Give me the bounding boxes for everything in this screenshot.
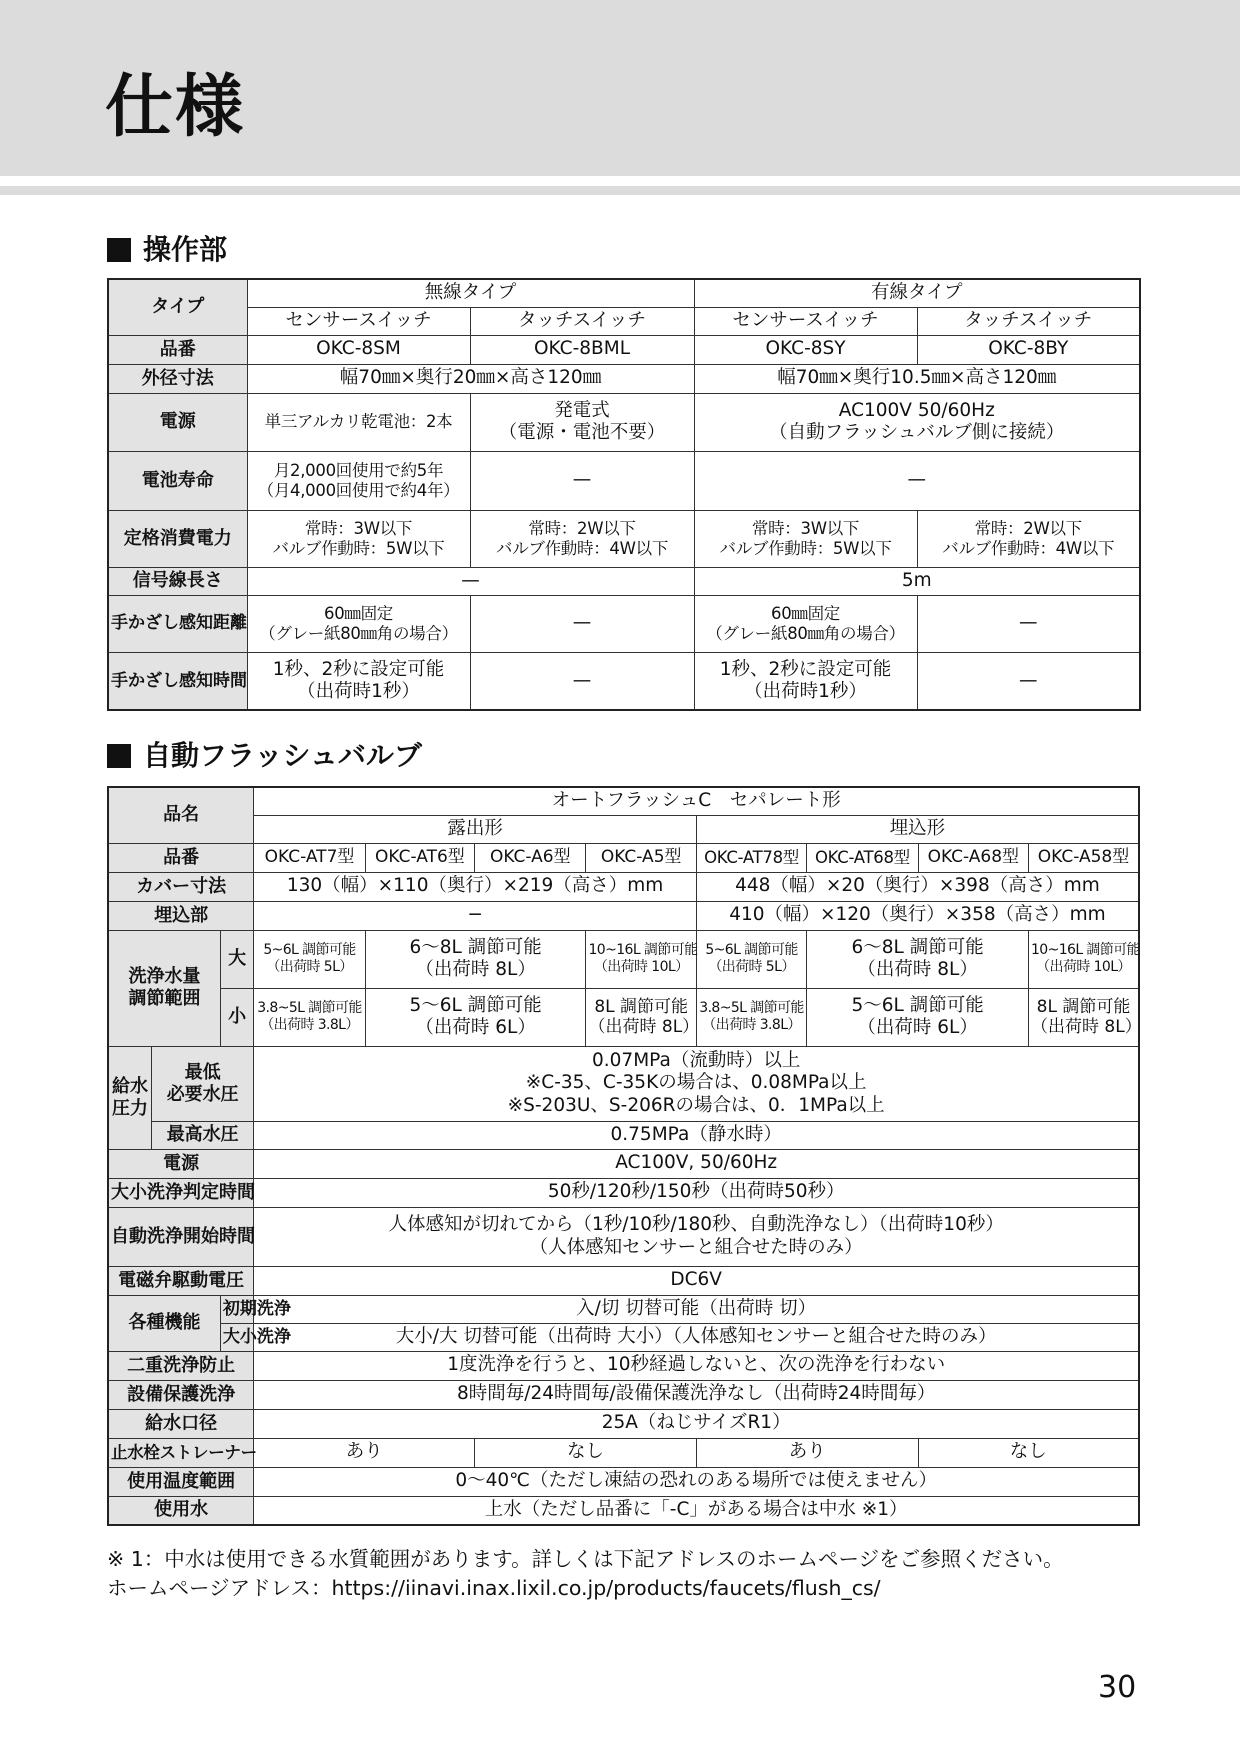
battery-label: 電池寿命 bbox=[108, 451, 247, 510]
part-no-cell: OKC-8BML bbox=[470, 335, 694, 364]
square-bullet-icon bbox=[107, 238, 131, 262]
cover-label: カバー寸法 bbox=[108, 872, 254, 901]
part-no-cell: OKC-8BY bbox=[917, 335, 1140, 364]
water-cell bbox=[807, 988, 1029, 1046]
cell-line: 給水 bbox=[112, 1075, 149, 1097]
water-cell bbox=[586, 988, 700, 1046]
initial-label: 初期洗浄 bbox=[220, 1295, 253, 1323]
cell-line: 0.07MPa（流動時）以上 bbox=[592, 1050, 801, 1072]
cell-line: （出荷時 6L） bbox=[857, 1017, 978, 1038]
water-cell bbox=[365, 988, 586, 1046]
temp-label: 使用温度範囲 bbox=[108, 1467, 254, 1496]
part-cell: OKC-AT68型 bbox=[807, 843, 918, 872]
square-bullet-icon bbox=[107, 744, 131, 768]
footnotes bbox=[107, 1545, 1064, 1603]
cell-line: 10~16L 調節可能 bbox=[588, 942, 698, 959]
section-heading-operation bbox=[107, 233, 228, 266]
part-cell: OKC-AT78型 bbox=[696, 843, 806, 872]
cell-line: 常時：3W以下 bbox=[751, 518, 860, 538]
protect-value: 8時間毎/24時間毎/設備保護洗浄なし（出荷時24時間毎） bbox=[254, 1380, 1139, 1409]
section-heading-valve bbox=[107, 739, 422, 772]
part-cell: OKC-AT6型 bbox=[365, 843, 474, 872]
water-cell bbox=[807, 930, 1029, 988]
battery-wired: — bbox=[694, 451, 1140, 510]
distance-cell bbox=[247, 595, 470, 652]
large-label: 大 bbox=[220, 930, 253, 988]
strainer-cell: あり bbox=[696, 1438, 918, 1467]
signal-label: 信号線長さ bbox=[108, 567, 247, 595]
section-heading-label: 自動フラッシュバルブ bbox=[143, 739, 422, 772]
cell-line: バルブ作動時：5W以下 bbox=[272, 538, 445, 558]
cell-line: （出荷時 8L） bbox=[1031, 1017, 1142, 1037]
big-small-label: 大小洗浄 bbox=[220, 1323, 253, 1351]
page-number: 30 bbox=[1098, 1670, 1137, 1705]
distance-cell: — bbox=[917, 595, 1140, 652]
cell-line: （出荷時1秒） bbox=[744, 680, 867, 702]
distance-cell: — bbox=[470, 595, 694, 652]
cell-line: バルブ作動時：5W以下 bbox=[719, 538, 892, 558]
cell-line: AC100V 50/60Hz bbox=[838, 399, 995, 421]
cell-line: （グレー紙80㎜角の場合） bbox=[706, 623, 905, 643]
cell-line: バルブ作動時：4W以下 bbox=[496, 538, 669, 558]
cover-embedded: 448（幅）×20（奥行）×398（高さ）mm bbox=[696, 872, 1139, 901]
operation-spec-table bbox=[107, 278, 1141, 711]
cell-line: （出荷時 5L） bbox=[266, 959, 353, 975]
detect-time-label: 手かざし感知時間 bbox=[108, 652, 247, 710]
initial-value: 入/切 切替可能（出荷時 切） bbox=[254, 1295, 1139, 1323]
small-label: 小 bbox=[220, 988, 253, 1046]
cell-line: 最低 bbox=[184, 1061, 221, 1083]
detect-time-cell: — bbox=[917, 652, 1140, 710]
cell-line: （出荷時 10L） bbox=[593, 959, 689, 975]
temp-value: 0～40℃（ただし凍結の恐れのある場所では使えません） bbox=[254, 1467, 1139, 1496]
protect-label: 設備保護洗浄 bbox=[108, 1380, 254, 1409]
dims-wireless: 幅70㎜×奥行20㎜×高さ120㎜ bbox=[247, 364, 694, 393]
water-cell bbox=[696, 930, 806, 988]
dims-wired: 幅70㎜×奥行10.5㎜×高さ120㎜ bbox=[694, 364, 1140, 393]
embed-exposed: − bbox=[254, 901, 697, 930]
detect-time-cell bbox=[694, 652, 917, 710]
battery-none: — bbox=[470, 451, 694, 510]
battery-life bbox=[247, 451, 470, 510]
solenoid-value: DC6V bbox=[254, 1266, 1139, 1295]
consumption-cell bbox=[694, 510, 917, 567]
strainer-label: 止水栓ストレーナー bbox=[108, 1438, 254, 1467]
cell-line: 10~16L 調節可能 bbox=[1031, 942, 1141, 959]
wireless-type: 無線タイプ bbox=[247, 279, 694, 307]
cell-line: （出荷時 8L） bbox=[415, 959, 536, 980]
max-pressure-label: 最高水圧 bbox=[152, 1121, 254, 1149]
touch-switch-wireless: タッチスイッチ bbox=[470, 307, 694, 335]
consumption-label: 定格消費電力 bbox=[108, 510, 247, 567]
cell-line: （グレー紙80㎜角の場合） bbox=[259, 623, 458, 643]
consumption-cell bbox=[470, 510, 694, 567]
cell-line: 人体感知が切れてから（1秒/10秒/180秒、自動洗浄なし）（出荷時10秒） bbox=[388, 1214, 1004, 1236]
power-wired bbox=[694, 393, 1140, 451]
cell-line: 洗浄水量 bbox=[128, 966, 201, 988]
cell-line: 6～8L 調節可能 bbox=[409, 936, 542, 958]
cell-line: （自動フラッシュバルブ側に接続） bbox=[769, 422, 1065, 443]
part-cell: OKC-A6型 bbox=[475, 843, 586, 872]
type-label: タイプ bbox=[108, 279, 247, 335]
auto-label: 自動洗浄開始時間 bbox=[108, 1207, 254, 1266]
cell-line: 発電式 bbox=[554, 399, 610, 421]
footnote-url: ホームページアドレス：https://iinavi.inax.lixil.co.jp/products/faucets/flush_cs/ bbox=[107, 1576, 881, 1600]
cell-line: （電源・電池不要） bbox=[498, 422, 666, 443]
part-cell: OKC-A58型 bbox=[1029, 843, 1140, 872]
cover-exposed: 130（幅）×110（奥行）×219（高さ）mm bbox=[254, 872, 697, 901]
name-label: 品名 bbox=[108, 787, 254, 843]
part-cell: OKC-A5型 bbox=[586, 843, 696, 872]
cell-line: 8L 調節可能 bbox=[1036, 996, 1131, 1017]
cell-line: 5～6L 調節可能 bbox=[409, 994, 542, 1016]
cell-line: ※S-203U、S-206Rの場合は、0．1MPa以上 bbox=[507, 1094, 885, 1116]
cell-line: （出荷時 8L） bbox=[588, 1017, 700, 1037]
part-cell: OKC-AT7型 bbox=[254, 843, 365, 872]
valve-power-value: AC100V, 50/60Hz bbox=[254, 1149, 1139, 1178]
consumption-cell bbox=[247, 510, 470, 567]
usewater-label: 使用水 bbox=[108, 1496, 254, 1525]
water-cell bbox=[254, 930, 365, 988]
cell-line: 60㎜固定 bbox=[771, 603, 841, 623]
min-pressure-label bbox=[152, 1046, 254, 1121]
part-label: 品番 bbox=[108, 843, 254, 872]
cell-line: 5~6L 調節可能 bbox=[263, 942, 356, 959]
cell-line: （出荷時 5L） bbox=[708, 959, 795, 975]
power-generation bbox=[470, 393, 694, 451]
cell-line: 1秒、2秒に設定可能 bbox=[719, 658, 892, 680]
detect-time-cell: — bbox=[470, 652, 694, 710]
valve-spec-table bbox=[107, 786, 1140, 1526]
exposed-type: 露出形 bbox=[254, 815, 697, 843]
usewater-value: 上水（ただし品番に「-C」がある場合は中水 ※1） bbox=[254, 1496, 1139, 1525]
water-cell bbox=[254, 988, 365, 1046]
double-label: 二重洗浄防止 bbox=[108, 1351, 254, 1380]
judge-value: 50秒/120秒/150秒（出荷時50秒） bbox=[254, 1178, 1139, 1207]
cell-line: （月4,000回使用で約4年） bbox=[257, 480, 460, 500]
cell-line: （出荷時 3.8L） bbox=[260, 1017, 359, 1033]
cell-line: （出荷時 3.8L） bbox=[702, 1017, 801, 1033]
cell-line: 3.8~5L 調節可能 bbox=[699, 1000, 804, 1017]
cell-line: 60㎜固定 bbox=[324, 603, 393, 623]
product-name: オートフラッシュC セパレート形 bbox=[254, 787, 1139, 815]
footnote-line: ※ 1：中水は使用できる水質範囲があります。詳しくは下記アドレスのホームページをご参照ください。 bbox=[107, 1547, 1064, 1571]
cell-line: 常時：2W以下 bbox=[528, 518, 636, 538]
water-cell bbox=[365, 930, 586, 988]
embedded-type: 埋込形 bbox=[696, 815, 1139, 843]
part-no-cell: OKC-8SM bbox=[247, 335, 470, 364]
water-cell bbox=[1029, 988, 1140, 1046]
cell-line: 8L 調節可能 bbox=[594, 996, 689, 1017]
power-label: 電源 bbox=[108, 393, 247, 451]
auto-value bbox=[254, 1207, 1139, 1266]
distance-label: 手かざし感知距離 bbox=[108, 595, 247, 652]
distance-cell bbox=[694, 595, 917, 652]
cell-line: 6～8L 調節可能 bbox=[851, 936, 984, 958]
cell-line: （出荷時 8L） bbox=[857, 959, 978, 980]
power-battery: 単三アルカリ乾電池：2本 bbox=[247, 393, 470, 451]
strainer-cell: なし bbox=[475, 1438, 697, 1467]
judge-label: 大小洗浄判定時間 bbox=[108, 1178, 254, 1207]
cell-line: 常時：3W以下 bbox=[304, 518, 413, 538]
part-cell: OKC-A68型 bbox=[918, 843, 1028, 872]
strainer-cell: なし bbox=[918, 1438, 1139, 1467]
dims-label: 外径寸法 bbox=[108, 364, 247, 393]
consumption-cell bbox=[917, 510, 1140, 567]
cell-line: 常時：2W以下 bbox=[974, 518, 1082, 538]
part-no-label: 品番 bbox=[108, 335, 247, 364]
header-divider bbox=[0, 186, 1240, 195]
cell-line: （出荷時 6L） bbox=[415, 1017, 536, 1038]
valve-power-label: 電源 bbox=[108, 1149, 254, 1178]
embed-embedded: 410（幅）×120（奥行）×358（高さ）mm bbox=[696, 901, 1139, 930]
touch-switch-wired: タッチスイッチ bbox=[917, 307, 1140, 335]
cell-line: 1秒、2秒に設定可能 bbox=[272, 658, 445, 680]
cell-line: 調節範囲 bbox=[128, 988, 201, 1009]
cell-line: 3.8~5L 調節可能 bbox=[257, 1000, 362, 1017]
water-cell bbox=[1029, 930, 1140, 988]
water-cell bbox=[586, 930, 696, 988]
cell-line: ※C-35、C-35Kの場合は、0.08MPa以上 bbox=[525, 1072, 867, 1094]
inlet-value: 25A（ねじサイズR1） bbox=[254, 1409, 1139, 1438]
inlet-label: 給水口径 bbox=[108, 1409, 254, 1438]
big-small-value: 大小/大 切替可能（出荷時 大小）（人体感知センサーと組合せた時のみ） bbox=[254, 1323, 1139, 1351]
signal-wireless: — bbox=[247, 567, 694, 595]
cell-line: バルブ作動時：4W以下 bbox=[942, 538, 1115, 558]
water-cell bbox=[696, 988, 806, 1046]
embed-label: 埋込部 bbox=[108, 901, 254, 930]
max-pressure-value: 0.75MPa（静水時） bbox=[254, 1121, 1139, 1149]
cell-line: 圧力 bbox=[112, 1097, 149, 1119]
signal-wired: 5m bbox=[694, 567, 1140, 595]
page-title: 仕様 bbox=[105, 68, 246, 147]
wired-type: 有線タイプ bbox=[694, 279, 1140, 307]
cell-line: 5~6L 調節可能 bbox=[705, 942, 798, 959]
supply-label bbox=[108, 1046, 152, 1149]
double-value: 1度洗浄を行うと、10秒経過しないと、次の洗浄を行わない bbox=[254, 1351, 1139, 1380]
section-heading-label: 操作部 bbox=[143, 233, 228, 266]
func-label: 各種機能 bbox=[108, 1295, 220, 1351]
part-no-cell: OKC-8SY bbox=[694, 335, 917, 364]
cell-line: 必要水圧 bbox=[166, 1083, 239, 1105]
min-pressure-value bbox=[254, 1046, 1139, 1121]
sensor-switch-wireless: センサースイッチ bbox=[247, 307, 470, 335]
water-label bbox=[108, 930, 220, 1046]
cell-line: （出荷時 10L） bbox=[1036, 959, 1131, 975]
cell-line: 月2,000回使用で約5年 bbox=[273, 460, 444, 480]
solenoid-label: 電磁弁駆動電圧 bbox=[108, 1266, 254, 1295]
cell-line: （人体感知センサーと組合せた時のみ） bbox=[529, 1236, 863, 1258]
cell-line: （出荷時1秒） bbox=[297, 680, 420, 702]
cell-line: 5～6L 調節可能 bbox=[851, 994, 984, 1016]
detect-time-cell bbox=[247, 652, 470, 710]
strainer-cell: あり bbox=[254, 1438, 475, 1467]
sensor-switch-wired: センサースイッチ bbox=[694, 307, 917, 335]
